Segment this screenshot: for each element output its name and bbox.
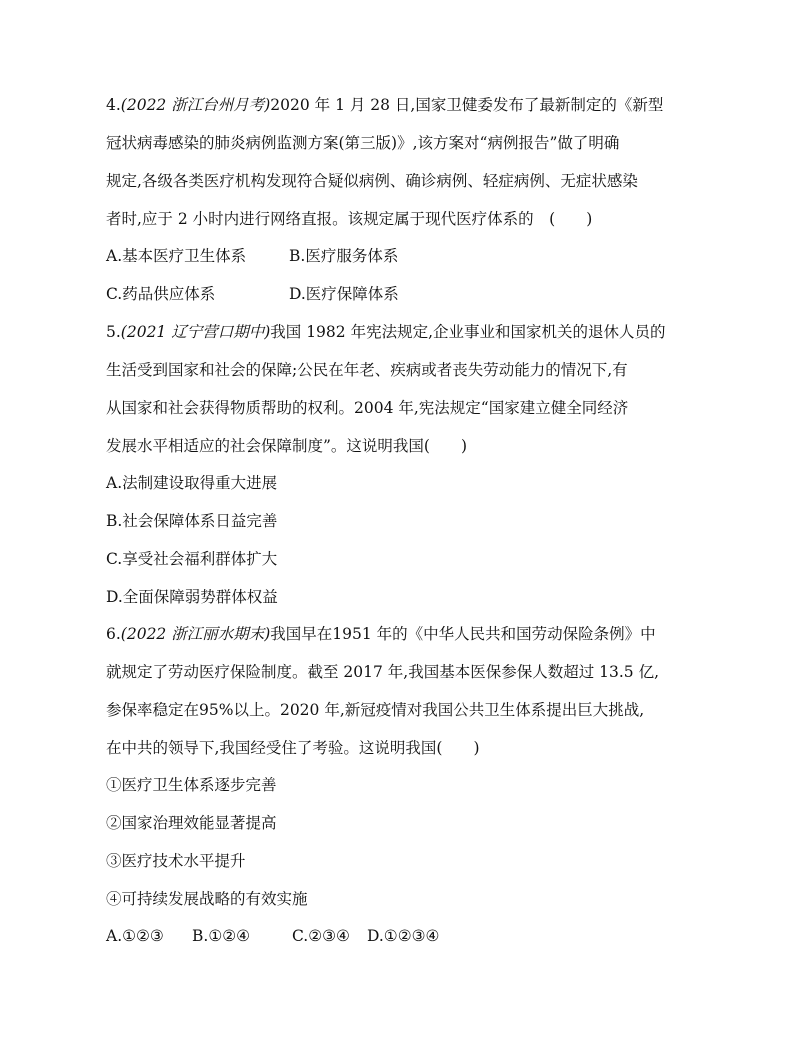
question-4-text: 2020 年 1 月 28 日,国家卫健委发布了最新制定的《新型 [270,96,664,114]
question-5-line-1 [106,322,666,342]
question-4-source: (2022 浙江台州月考) [120,96,271,114]
question-4-line-1 [106,95,663,115]
question-5-number: 5. [106,323,121,341]
question-6-statement-4: ④可持续发展战略的有效实施 [106,890,308,908]
question-5-text: 我国 1982 年宪法规定,企业事业和国家机关的退休人员的 [270,323,666,341]
question-6-statement-3: ③医疗技术水平提升 [106,852,246,870]
question-6-line-1 [106,624,656,644]
question-5-line-2: 生活受到国家和社会的保障;公民在年老、疾病或者丧失劳动能力的情况下,有 [106,361,628,379]
option-c: C.药品供应体系 [106,285,216,303]
option-b: B.医疗服务体系 [289,247,399,265]
question-5-option-c: C.享受社会福利群体扩大 [106,550,278,568]
option-d: D.医疗保障体系 [289,285,399,303]
question-4-number: 4. [106,96,121,114]
question-5-option-d: D.全面保障弱势群体权益 [106,588,278,606]
question-6-statement-1: ①医疗卫生体系逐步完善 [106,776,277,794]
question-6-statement-2: ②国家治理效能显著提高 [106,814,277,832]
option-a: A.①②③ [106,927,164,945]
question-5-source: (2021 辽宁营口期中) [120,323,271,341]
question-6-number: 6. [106,625,121,643]
question-6-text: 我国早在1951 年的《中华人民共和国劳动保险条例》中 [270,625,656,643]
question-6-line-3: 参保率稳定在95%以上。2020 年,新冠疫情对我国公共卫生体系提出巨大挑战, [106,701,645,719]
question-5-line-3: 从国家和社会获得物质帮助的权利。2004 年,宪法规定“国家建立健全同经济 [106,399,629,417]
question-5-option-a: A.法制建设取得重大进展 [106,474,278,492]
question-6-line-4: 在中共的领导下,我国经受住了考验。这说明我国( ) [106,739,480,757]
option-b: B.①②④ [192,927,251,945]
question-4-line-4: 者时,应于 2 小时内进行网络直报。该规定属于现代医疗体系的 ( ) [106,210,593,228]
question-4-line-2: 冠状病毒感染的肺炎病例监测方案(第三版)》,该方案对“病例报告”做了明确 [106,134,620,152]
question-5-line-4: 发展水平相适应的社会保障制度”。这说明我国( ) [106,437,468,455]
question-6-source: (2022 浙江丽水期末) [120,625,271,643]
option-c: C.②③④ [292,927,350,945]
question-5-option-b: B.社会保障体系日益完善 [106,512,278,530]
option-a: A.基本医疗卫生体系 [106,247,247,265]
question-4-line-3: 规定,各级各类医疗机构发现符合疑似病例、确诊病例、轻症病例、无症状感染 [106,172,638,190]
option-d: D.①②③④ [367,927,440,945]
question-6-line-2: 就规定了劳动医疗保险制度。截至 2017 年,我国基本医保参保人数超过 13.5 亿, [106,663,660,681]
